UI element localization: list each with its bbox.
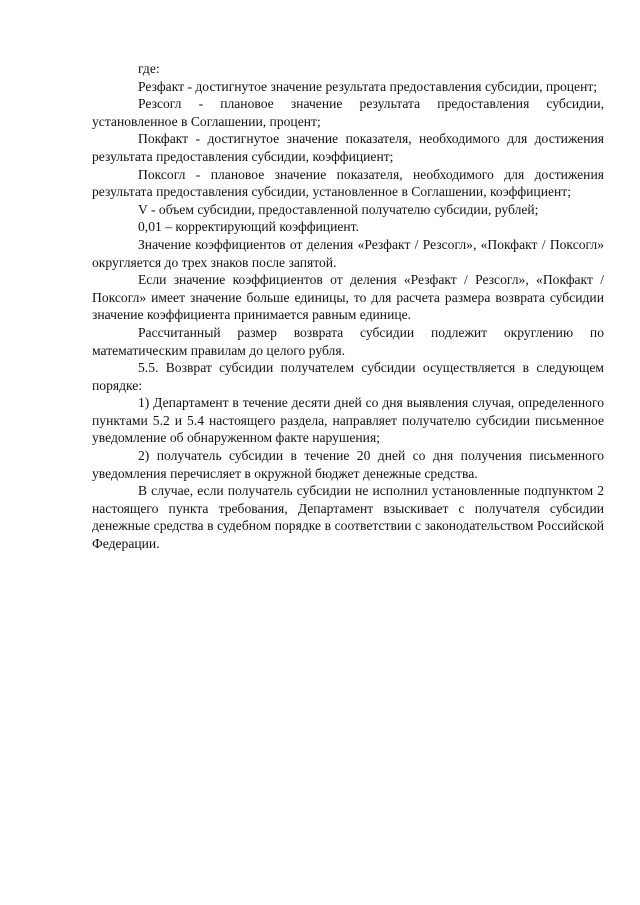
paragraph-calculated-amount: Рассчитанный размер возврата субсидии подлежит округлению по математическим правилам до целого рубля. xyxy=(92,324,604,358)
paragraph-rezsogl: Резсогл - плановое значение результата предоставления субсидии, установленное в Соглашении, процент; xyxy=(92,96,604,129)
paragraph-item-1: 1) Департамент в течение десяти дней со дня выявления случая, определенного пунктами 5.2 и 5.4 настоящего раздела, направляет получателю субсидии письменное уведомление об обнаруженном факте нарушения; xyxy=(92,395,604,446)
paragraph-coefficient: 0,01 – корректирующий коэффициент. xyxy=(138,219,359,235)
paragraph-where: где: xyxy=(138,61,160,76)
paragraph-v: V - объем субсидии, предоставленной получателю субсидии, рублей; xyxy=(138,201,539,217)
paragraph-rezfakt: Резфакт - достигнутое значение результата предоставления субсидии, процент; xyxy=(138,78,598,94)
paragraph-poksogl: Поксогл - плановое значение показателя, необходимого для достижения результата предоставления субсидии, установленное в Соглашении, коэффициент; xyxy=(92,166,604,200)
paragraph-5-5: 5.5. Возврат субсидии получателем субсидии осуществляется в следующем порядке: xyxy=(92,360,604,393)
paragraph-rounding: Значение коэффициентов от деления «Резфакт / Резсогл», «Покфакт / Поксогл» округляется до трех знаков после запятой. xyxy=(92,236,604,270)
paragraph-item-2: 2) получатель субсидии в течение 20 дней со дня получения письменного уведомления перечисляет в окружной бюджет денежные средства. xyxy=(92,448,604,481)
paragraph-enforcement: В случае, если получатель субсидии не исполнил установленные подпунктом 2 настоящего пункта требования, Департамент взыскивает с получателя субсидии денежные средства в судебном порядке в соответствии с законодательством Российской Федерации. xyxy=(92,483,604,552)
paragraph-pokfakt: Покфакт - достигнутое значение показателя, необходимого для достижения результата предоставления субсидии, коэффициент; xyxy=(92,131,604,164)
paragraph-greater-than-one: Если значение коэффициентов от деления «Резфакт / Резсогл», «Покфакт / Поксогл» имеет значение больше единицы, то для расчета размера возврата субсидии значение коэффициента принимается равным единице. xyxy=(92,272,604,323)
